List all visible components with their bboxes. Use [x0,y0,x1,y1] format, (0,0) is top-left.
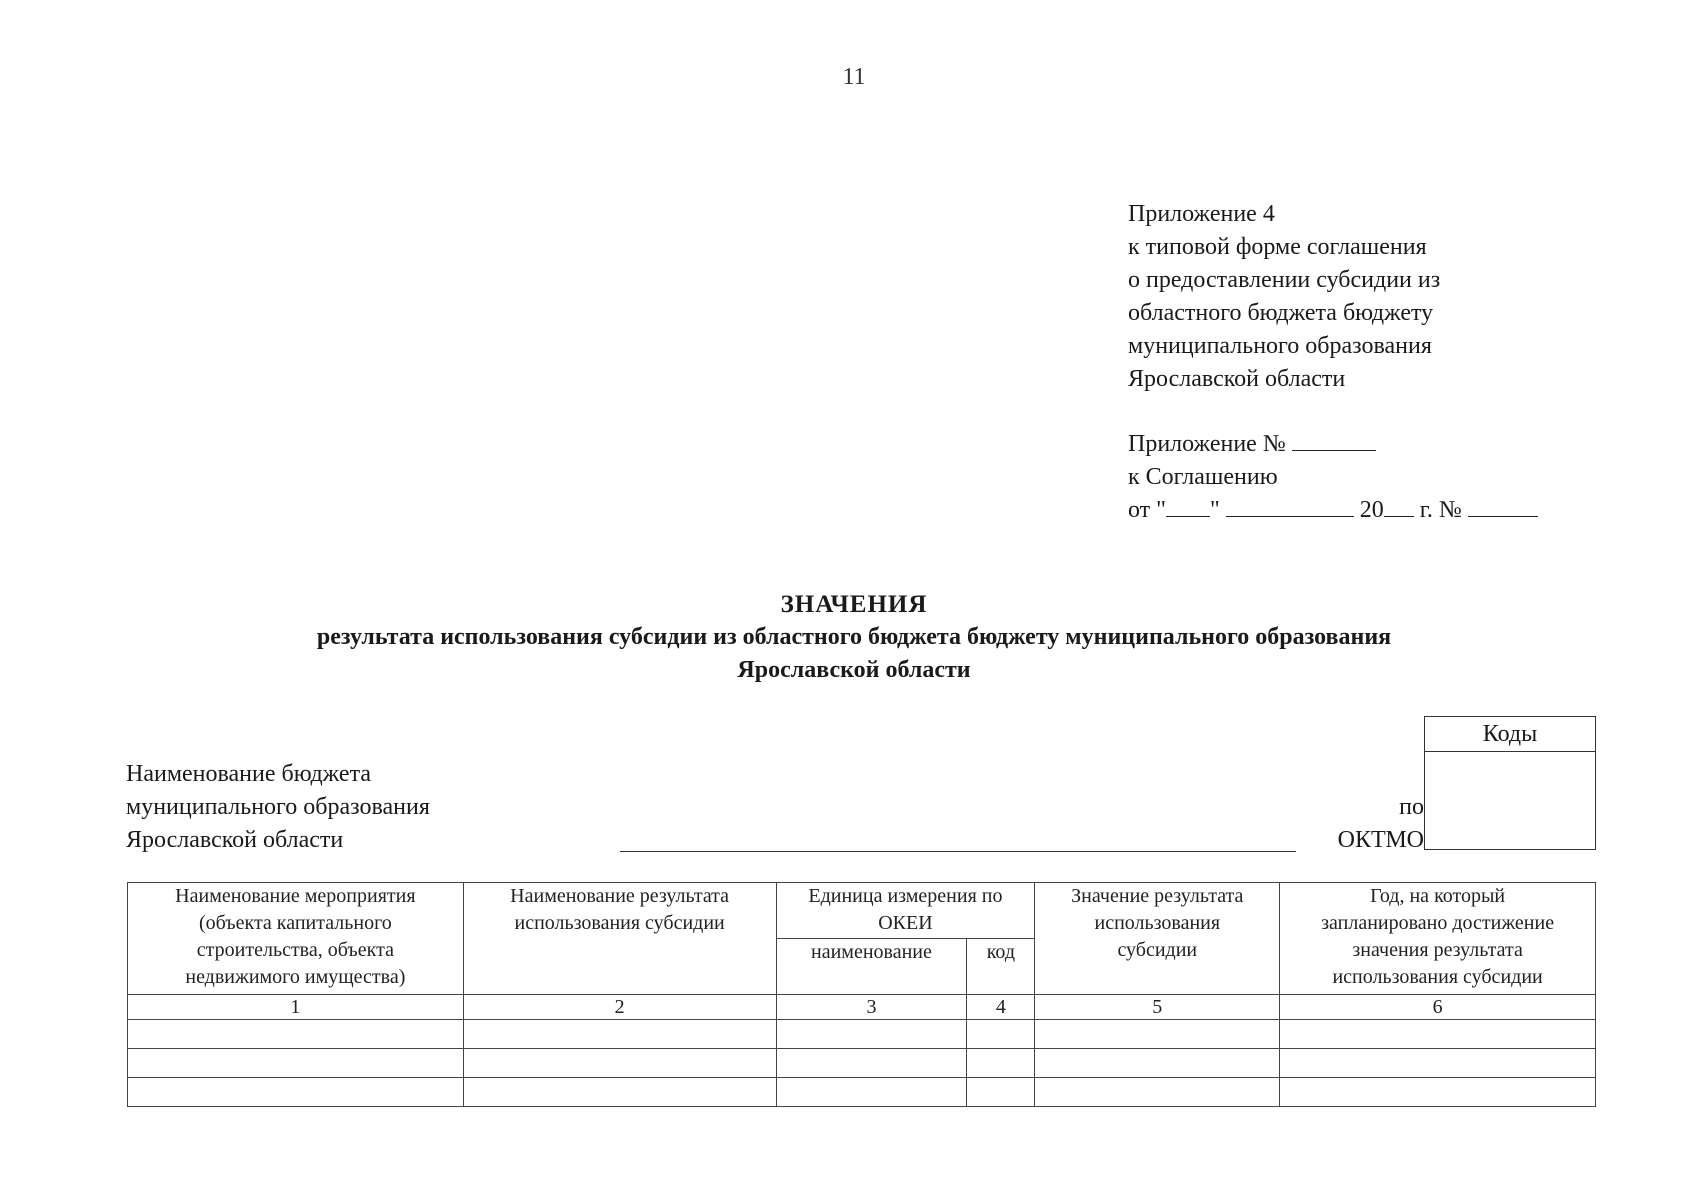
table-cell[interactable] [128,1020,464,1049]
column-number: 3 [776,995,967,1020]
column-number-row [128,995,1596,1020]
table-cell[interactable] [128,1078,464,1107]
table-cell[interactable] [463,1020,776,1049]
budget-label-line: Наименование бюджета [126,761,372,787]
oktmo-label: ОКТМО [1337,827,1424,853]
appendix-line: областного бюджета бюджету [1128,300,1434,326]
agreement-number-blank[interactable] [1292,428,1376,451]
document-subtitle [0,621,1708,687]
agreement-number-label: Приложение № [1128,431,1286,457]
column-number: 5 [1035,995,1280,1020]
agreement-number-line [1128,428,1538,461]
document-title: ЗНАЧЕНИЯ [780,591,928,618]
table-row [128,1049,1596,1078]
header-result-name: Наименование результата использования субсидии [463,883,776,995]
number-blank[interactable] [1468,494,1538,517]
column-number: 6 [1280,995,1596,1020]
quote-close: " [1209,497,1220,523]
subtitle-line: результата использования субсидии из областного бюджета бюджету муниципального образования [316,624,1392,650]
agreement-date-line [1128,494,1538,527]
budget-label-line: Ярославской области [126,827,344,853]
year-prefix: 20 [1359,497,1384,523]
table-cell[interactable] [1280,1078,1596,1107]
subtitle-line: Ярославской области [737,657,971,683]
table-cell[interactable] [463,1078,776,1107]
agreement-reference [1128,428,1538,527]
table-cell[interactable] [967,1078,1035,1107]
budget-label-line: муниципального образования [126,794,430,820]
table-cell[interactable] [1035,1020,1280,1049]
table-cell[interactable] [776,1020,967,1049]
agreement-label: к Соглашению [1128,464,1278,490]
header-result-value: Значение результата использования субсидии [1035,883,1280,995]
number-label: г. № [1419,497,1462,523]
table-cell[interactable] [1280,1049,1596,1078]
table-cell[interactable] [967,1020,1035,1049]
appendix-line: к типовой форме соглашения [1128,234,1427,260]
page-number: 11 [842,64,866,90]
header-activity-name: Наименование мероприятия (объекта капитального строительства, объекта недвижимого имущества) [128,883,464,995]
table-row [128,1020,1596,1049]
year-blank[interactable] [1384,494,1414,517]
header-unit-code: код [967,939,1035,995]
date-prefix: от " [1128,497,1166,523]
header-unit-name: наименование [776,939,967,995]
codes-box [1424,716,1596,850]
table-header-row [128,883,1596,939]
appendix-line: Приложение 4 [1128,201,1275,227]
column-number: 4 [967,995,1035,1020]
budget-name-label [126,758,430,857]
appendix-line: Ярославской области [1128,366,1346,392]
day-blank[interactable] [1166,494,1210,517]
column-number: 2 [463,995,776,1020]
header-okei-unit: Единица измерения по ОКЕИ [776,883,1035,939]
codes-header: Коды [1425,717,1595,752]
header-target-year: Год, на который запланировано достижение значения результата использования субсидии [1280,883,1596,995]
budget-name-field[interactable] [620,851,1296,852]
oktmo-code-cell[interactable] [1425,752,1595,848]
column-number: 1 [128,995,464,1020]
table-cell[interactable] [776,1078,967,1107]
table-cell[interactable] [1035,1049,1280,1078]
appendix-line: муниципального образования [1128,333,1432,359]
table-cell[interactable] [967,1049,1035,1078]
po-label: по [1399,794,1424,820]
appendix-line: о предоставлении субсидии из [1128,267,1441,293]
table-cell[interactable] [463,1049,776,1078]
table-cell[interactable] [128,1049,464,1078]
table-cell[interactable] [1280,1020,1596,1049]
appendix-block [1128,198,1440,396]
table-cell[interactable] [776,1049,967,1078]
table-cell[interactable] [1035,1078,1280,1107]
table-row [128,1078,1596,1107]
month-blank[interactable] [1226,494,1354,517]
results-table [127,882,1596,1107]
